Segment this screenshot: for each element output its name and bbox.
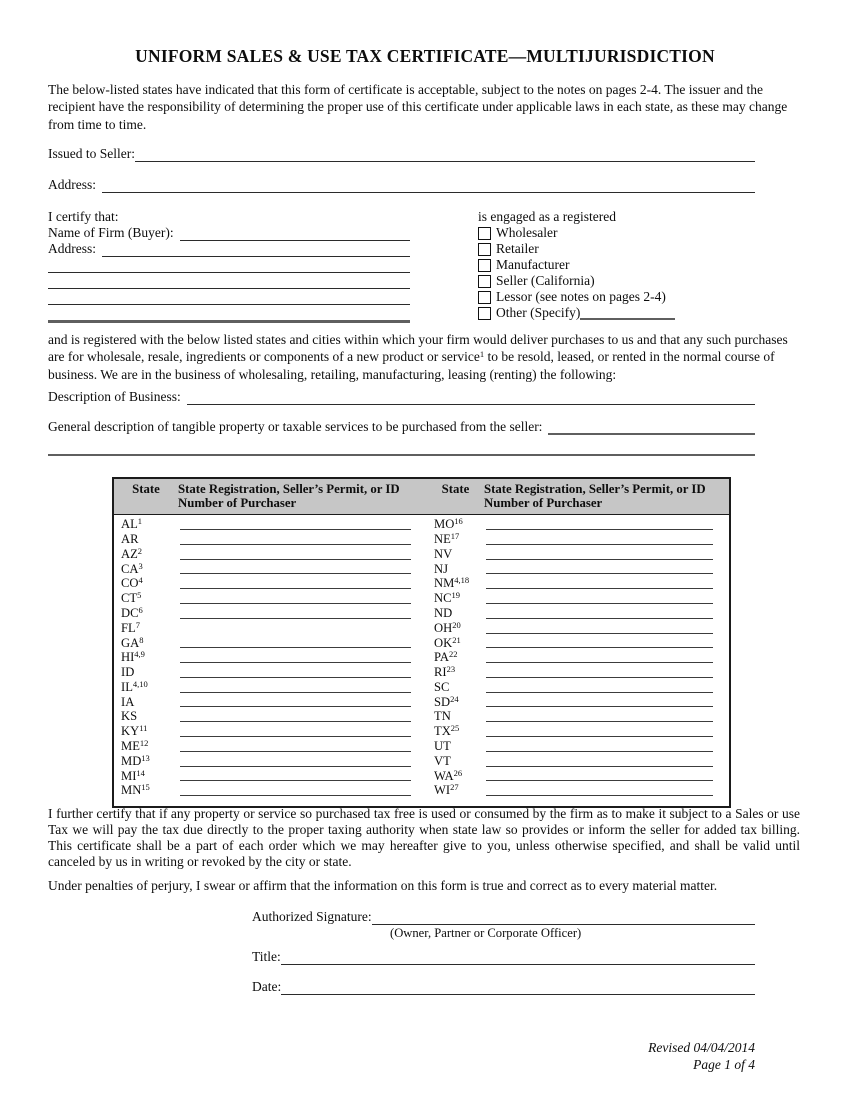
registration-number-field[interactable]	[484, 739, 729, 754]
description-of-business-label: Description of Business:	[48, 389, 181, 404]
table-row	[114, 695, 729, 710]
table-row	[114, 636, 729, 651]
registration-number-field[interactable]	[484, 606, 729, 621]
date-field[interactable]	[281, 979, 755, 995]
state-abbr: $DC^6$	[121, 604, 143, 620]
engaged-option-row	[478, 289, 778, 305]
state-abbr: $AL^1$	[121, 516, 143, 532]
engaged-option-row	[478, 273, 778, 289]
registration-number-field[interactable]	[178, 724, 427, 739]
title-field[interactable]	[281, 949, 755, 965]
state-abbr: MN$^{15}$	[121, 782, 150, 798]
form-title: UNIFORM SALES & USE TAX CERTIFICATE—MULTIJURISDICTION	[135, 46, 715, 66]
table-row	[114, 724, 729, 739]
checkbox[interactable]	[478, 291, 491, 304]
registration-number-field[interactable]	[484, 591, 729, 606]
state-abbr: RI$^{23}$	[434, 664, 456, 680]
registration-number-field[interactable]	[484, 576, 729, 591]
engaged-option-row	[478, 257, 778, 273]
table-row	[114, 576, 729, 591]
registration-number-field[interactable]	[178, 783, 427, 798]
engaged-heading: is engaged as a registered	[478, 209, 616, 224]
registration-header-line2: Number of Purchaser	[178, 496, 297, 511]
issued-to-seller-label: Issued to Seller:	[48, 146, 135, 161]
state-abbr: $AZ^2$	[121, 545, 143, 561]
other-specify-field[interactable]	[580, 307, 675, 320]
state-column-header: State	[441, 482, 470, 496]
registration-number-field[interactable]	[484, 621, 729, 636]
table-row	[114, 769, 729, 784]
registration-number-field[interactable]	[484, 754, 729, 769]
engaged-option-row	[478, 241, 778, 257]
table-row	[114, 591, 729, 606]
registration-number-field[interactable]	[178, 576, 427, 591]
registration-number-field[interactable]	[484, 724, 729, 739]
registration-header-line1: State Registration, Seller’s Permit, or ID	[484, 482, 706, 496]
firm-name-row	[48, 225, 410, 241]
state-abbr: VT	[434, 753, 451, 768]
buyer-address-field[interactable]	[102, 241, 410, 257]
state-abbr: WI$^{27}$	[434, 782, 459, 798]
revised-date: Revised 04/04/2014	[648, 1040, 755, 1055]
registration-number-field	[178, 621, 427, 636]
checkbox-label: Retailer	[496, 241, 539, 256]
registration-number-field[interactable]	[178, 547, 427, 562]
table-header-row	[114, 479, 729, 515]
state-abbr: MD$^{13}$	[121, 752, 150, 768]
general-description-field[interactable]	[548, 418, 755, 435]
checkbox[interactable]	[478, 259, 491, 272]
footnote-superscript: 1	[479, 349, 485, 360]
registration-number-field[interactable]	[178, 769, 427, 784]
general-description-overflow-field[interactable]	[48, 454, 755, 456]
engaged-option-row	[478, 305, 778, 321]
registration-header-line1: State Registration, Seller’s Permit, or ID	[178, 482, 400, 496]
registration-number-field[interactable]	[178, 532, 427, 547]
general-description-label: General description of tangible property or taxable services to be purchased from the seller:	[48, 419, 543, 434]
registration-number-field[interactable]	[178, 754, 427, 769]
registration-number-field[interactable]	[178, 636, 427, 651]
table-row	[114, 562, 729, 577]
state-abbr: AR	[121, 531, 139, 546]
registration-number-field[interactable]	[484, 650, 729, 665]
registration-number-field[interactable]	[484, 695, 729, 710]
registration-number-field[interactable]	[178, 606, 427, 621]
checkbox[interactable]	[478, 243, 491, 256]
registered-paragraph-text: to be resold, leased, or rented in the normal course of business. We are in the business of wholesaling, retailing, manufacturing, leasing (renting) the following:	[48, 349, 775, 382]
registration-number-field[interactable]	[484, 680, 729, 695]
general-description-row	[48, 418, 755, 435]
table-row	[114, 783, 729, 798]
checkbox-label: Wholesaler	[496, 225, 558, 240]
buyer-address-extra-field[interactable]	[48, 307, 410, 323]
registration-number-field[interactable]	[178, 665, 427, 680]
issued-address-field[interactable]	[102, 177, 755, 193]
table-row	[114, 739, 729, 754]
state-column-header: State	[132, 482, 160, 496]
buyer-address-extra-field[interactable]	[48, 275, 410, 289]
authorized-signature-row	[252, 909, 755, 925]
registration-number-field[interactable]	[484, 547, 729, 562]
registration-number-field[interactable]	[484, 562, 729, 577]
checkbox-label: Manufacturer	[496, 257, 570, 272]
table-row	[114, 547, 729, 562]
checkbox-label: Lessor (see notes on pages 2-4)	[496, 289, 666, 304]
certify-heading: I certify that:	[48, 209, 119, 224]
table-row	[114, 754, 729, 769]
buyer-address-row	[48, 241, 410, 257]
engaged-column	[478, 209, 778, 321]
state-abbr: KS	[121, 709, 138, 724]
perjury-statement: Under penalties of perjury, I swear or affirm that the information on this form is true and correct as to every material matter.	[48, 878, 718, 893]
page-number: Page 1 of 4	[693, 1056, 755, 1072]
table-row	[114, 606, 729, 621]
checkbox[interactable]	[478, 275, 491, 288]
state-abbr: MI$^{14}$	[121, 767, 145, 783]
state-abbr: $FL^7$	[121, 619, 140, 635]
state-abbr: MO$^{16}$	[434, 516, 463, 532]
firm-name-label: Name of Firm (Buyer):	[48, 225, 174, 240]
authorized-signature-field[interactable]	[372, 909, 755, 925]
state-abbr: KY$^{11}$	[121, 723, 148, 739]
state-abbr: WA$^{26}$	[434, 767, 463, 783]
engaged-checkbox-list	[478, 225, 778, 321]
page-footer	[48, 1040, 755, 1074]
authorized-signature-note: (Owner, Partner or Corporate Officer)	[390, 926, 582, 940]
table-row	[114, 709, 729, 724]
firm-name-field[interactable]	[180, 225, 410, 241]
issued-address-label: Address:	[48, 177, 96, 192]
state-registration-table	[112, 477, 731, 808]
state-abbr: $CO^4$	[121, 575, 143, 591]
state-abbr: IL$^{4,10}$	[121, 678, 148, 694]
state-abbr: NE$^{17}$	[434, 530, 460, 546]
registration-number-field[interactable]	[484, 783, 729, 798]
state-abbr: HI$^{4,9}$	[121, 649, 145, 665]
registered-paragraph-text: and is registered with the below listed states and cities within which your firm would deliver purchases to us and that any such purchases are for wholesale, resale, ingredients or components of a new product or service	[48, 332, 788, 365]
state-abbr: TX$^{25}$	[434, 723, 460, 739]
state-abbr: NJ	[434, 561, 448, 576]
state-abbr: IA	[121, 694, 135, 709]
registration-number-field[interactable]	[484, 517, 729, 532]
state-abbr: ID	[121, 665, 135, 680]
table-row	[114, 665, 729, 680]
issued-to-seller-field[interactable]	[135, 146, 755, 162]
certify-left-column	[48, 209, 410, 323]
registration-number-field[interactable]	[178, 562, 427, 577]
registration-number-field[interactable]	[484, 532, 729, 547]
state-abbr: NV	[434, 546, 453, 561]
registration-number-field[interactable]	[484, 709, 729, 724]
state-abbr: $GA^8$	[121, 634, 144, 650]
table-row	[114, 650, 729, 665]
registration-header-line2: Number of Purchaser	[484, 496, 603, 511]
description-of-business-field[interactable]	[187, 389, 755, 405]
date-label: Date:	[252, 979, 282, 994]
state-table-body	[114, 515, 729, 806]
registration-number-field[interactable]	[178, 650, 427, 665]
issued-address-row	[48, 177, 755, 193]
buyer-address-extra-field[interactable]	[48, 291, 410, 305]
state-abbr: TN	[434, 709, 451, 724]
state-abbr: ND	[434, 605, 453, 620]
registration-column-header	[484, 482, 729, 510]
state-abbr: NM$^{4,18}$	[434, 575, 470, 591]
buyer-address-label: Address:	[48, 241, 96, 256]
table-row	[114, 680, 729, 695]
authorized-signature-label: Authorized Signature:	[252, 909, 372, 924]
registration-number-field[interactable]	[484, 769, 729, 784]
intro-paragraph: The below-listed states have indicated that this form of certificate is acceptable, subject to the notes on pages 2-4. The issuer and the recipient have the responsibility of determining the proper use of this certificate under applicable laws in each state, as these may change from time to time.	[48, 82, 788, 132]
registration-number-field[interactable]	[178, 517, 427, 532]
further-certify-paragraph: I further certify that if any property or service so purchased tax free is used or consumed by the firm as to make it subject to a Sales or use Tax we will pay the tax due directly to the proper taxing authority when state law so provides or inform the seller for added tax billing. This certificate shall be a part of each order which we may hereafter give to you, unless otherwise specified, and shall be valid until canceled by us in writing or revoked by the city or state.	[48, 806, 800, 869]
state-abbr: PA$^{22}$	[434, 649, 458, 665]
state-abbr: ME$^{12}$	[121, 738, 149, 754]
buyer-address-extra-field[interactable]	[48, 259, 410, 273]
issued-to-seller-row	[48, 146, 755, 162]
title-row	[252, 949, 755, 965]
state-abbr: NC$^{19}$	[434, 590, 460, 606]
table-row	[114, 517, 729, 532]
registration-number-field[interactable]	[178, 695, 427, 710]
registration-number-field[interactable]	[178, 739, 427, 754]
checkbox[interactable]	[478, 227, 491, 240]
registration-number-field[interactable]	[178, 591, 427, 606]
state-abbr: SD$^{24}$	[434, 693, 459, 709]
description-of-business-row	[48, 389, 755, 405]
registration-number-field[interactable]	[178, 680, 427, 695]
registration-column-header	[178, 482, 427, 510]
registered-paragraph	[48, 331, 793, 383]
checkbox[interactable]	[478, 307, 491, 320]
checkbox-label: Seller (California)	[496, 273, 595, 288]
date-row	[252, 979, 755, 995]
state-abbr: UT	[434, 739, 451, 754]
state-abbr: $CT^5$	[121, 590, 142, 606]
checkbox-label: Other (Specify)	[496, 305, 581, 320]
registration-number-field[interactable]	[484, 636, 729, 651]
state-abbr: OK$^{21}$	[434, 634, 461, 650]
registration-number-field[interactable]	[484, 665, 729, 680]
engaged-option-row	[478, 225, 778, 241]
title-label: Title:	[252, 949, 281, 964]
state-abbr: OH$^{20}$	[434, 619, 461, 635]
state-abbr: $CA^3$	[121, 560, 143, 576]
registration-number-field[interactable]	[178, 709, 427, 724]
state-abbr: SC	[434, 679, 450, 694]
table-row	[114, 532, 729, 547]
table-row	[114, 621, 729, 636]
